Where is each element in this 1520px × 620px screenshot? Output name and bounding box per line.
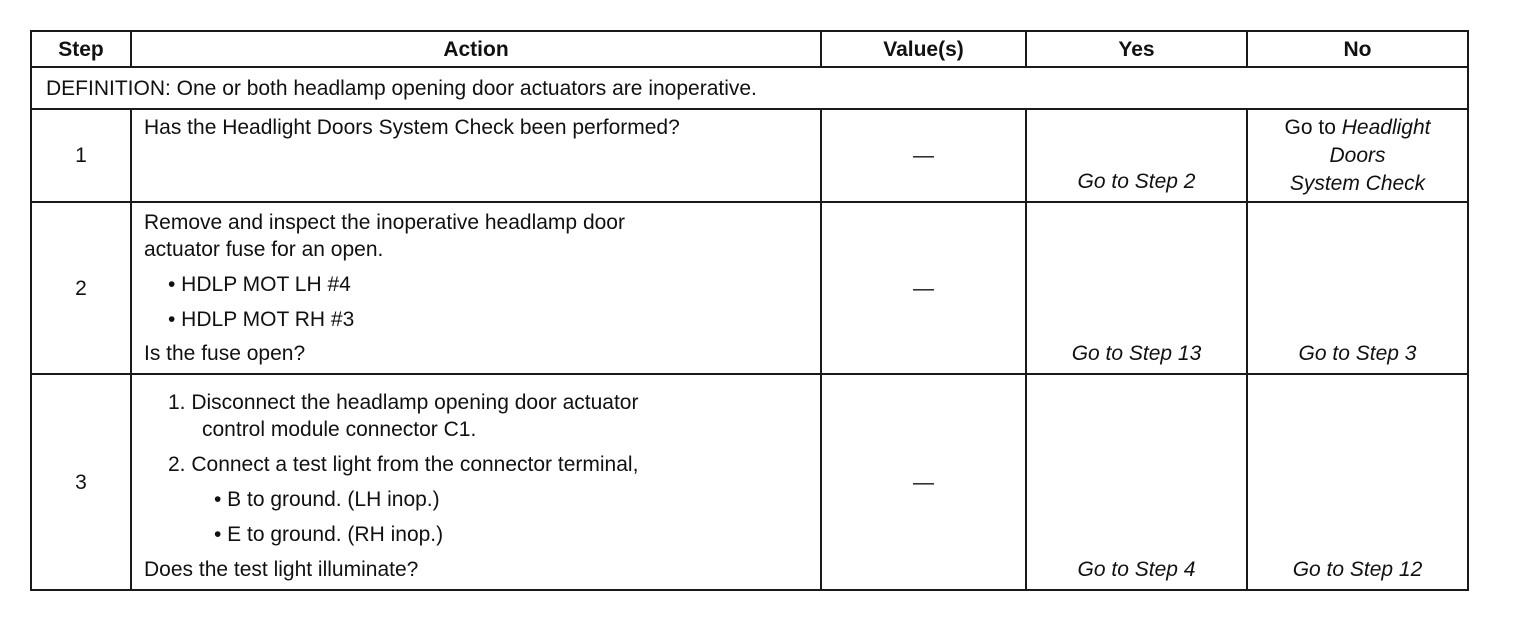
question-text: Is the fuse open? (144, 342, 306, 365)
value-cell (821, 109, 1026, 202)
step-number: 1 (31, 109, 131, 202)
bullet-item: • HDLP MOT RH #3 (168, 308, 355, 331)
definition-row (31, 67, 1468, 109)
no-text: Go to Step 3 (1298, 342, 1417, 365)
value-dash: — (913, 470, 934, 494)
action-cell (131, 202, 821, 374)
no-cell (1247, 374, 1468, 590)
step-number: 2 (31, 202, 131, 374)
numbered-item-cont: control module connector C1. (202, 418, 477, 441)
header-action: Action (131, 31, 821, 67)
action-text: Has the Headlight Doors System Check been performed? (144, 116, 680, 139)
table-row (31, 374, 1468, 590)
no-prefix: Go to (1284, 116, 1336, 139)
yes-text: Go to Step 4 (1077, 558, 1196, 581)
value-dash: — (913, 276, 934, 300)
action-line: actuator fuse for an open. (144, 238, 384, 261)
header-values: Value(s) (821, 31, 1026, 67)
table-row (31, 109, 1468, 202)
no-text: Go to Step 12 (1292, 558, 1423, 581)
value-cell (821, 374, 1026, 590)
header-no: No (1247, 31, 1468, 67)
header-row (31, 31, 1468, 67)
bullet-item: • E to ground. (RH inop.) (214, 523, 444, 546)
numbered-item: 1. Disconnect the headlamp opening door actuator (168, 391, 639, 414)
action-cell (131, 374, 821, 590)
value-dash: — (913, 144, 934, 167)
yes-cell (1026, 109, 1247, 202)
no-line1: Headlight (1341, 116, 1431, 139)
header-yes: Yes (1026, 31, 1247, 67)
definition-text: DEFINITION: One or both headlamp opening door actuators are inoperative. (31, 67, 1468, 109)
yes-text: Go to Step 2 (1077, 170, 1196, 193)
step-number: 3 (31, 374, 131, 590)
no-cell (1247, 109, 1468, 202)
bullet-item: • B to ground. (LH inop.) (214, 488, 440, 511)
bullet-item: • HDLP MOT LH #4 (168, 273, 351, 296)
numbered-item: 2. Connect a test light from the connector terminal, (168, 453, 639, 476)
action-line: Remove and inspect the inoperative headlamp door (144, 211, 625, 234)
header-step: Step (31, 31, 131, 67)
question-text: Does the test light illuminate? (144, 558, 419, 581)
no-line3: System Check (1289, 172, 1426, 195)
yes-cell (1026, 374, 1247, 590)
yes-text: Go to Step 13 (1071, 342, 1202, 365)
no-cell (1247, 202, 1468, 374)
value-cell (821, 202, 1026, 374)
no-line2: Doors (1329, 144, 1386, 167)
yes-cell (1026, 202, 1247, 374)
table-row (31, 202, 1468, 374)
diagnostic-table (30, 30, 1469, 591)
action-cell (131, 109, 821, 202)
